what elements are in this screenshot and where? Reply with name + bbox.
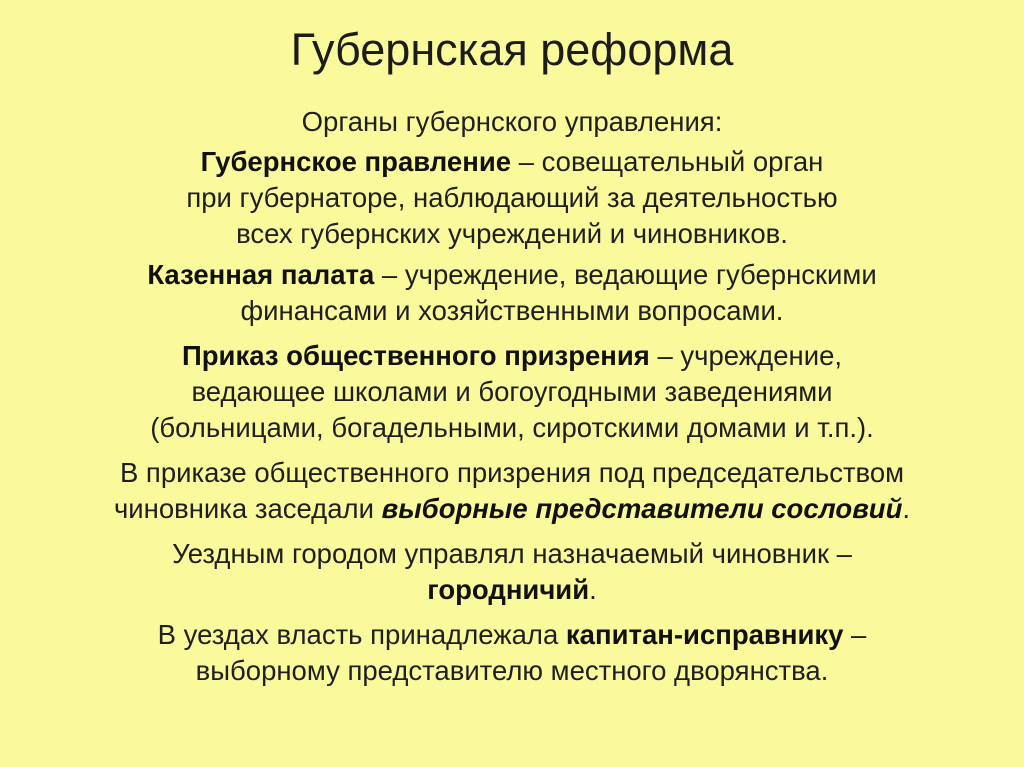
term-vybornye-predstaviteli: выборные представители сословий xyxy=(381,493,903,524)
paragraph-gubernskoe-pravlenie xyxy=(12,144,1012,252)
definition-text: – совещательный орган xyxy=(511,146,824,177)
paragraph-text: В уездах власть принадлежала xyxy=(157,619,566,650)
paragraph-line xyxy=(12,144,1012,180)
intro-paragraph xyxy=(12,104,1012,140)
term-gubernskoe-pravlenie: Губернское правление xyxy=(200,146,512,177)
paragraph-line: финансами и хозяйственными вопросами. xyxy=(240,295,784,326)
paragraph-kapitan-ispravnik xyxy=(12,617,1012,689)
term-prikaz: Приказ общественного призрения xyxy=(181,340,650,371)
term-kazennaya-palata: Казенная палата xyxy=(147,259,375,290)
term-gorodnichiy: городничий xyxy=(427,574,590,605)
definition-text: – учреждение, ведающие губернскими xyxy=(374,259,877,290)
paragraph-line xyxy=(12,572,1012,608)
paragraph-line xyxy=(12,491,1012,527)
punctuation: . xyxy=(589,574,597,605)
paragraph-kazennaya-palata xyxy=(12,257,1012,329)
paragraph-line: всех губернских учреждений и чиновников. xyxy=(236,218,788,249)
slide-title: Губернская реформа xyxy=(290,24,734,75)
punctuation: . xyxy=(902,493,911,524)
paragraph-text: чиновника заседали xyxy=(113,493,382,524)
paragraph-line: В приказе общественного призрения под председательством xyxy=(119,457,905,488)
intro-text: Органы губернского управления: xyxy=(301,106,723,137)
paragraph-gorodnichiy xyxy=(12,536,1012,608)
paragraph-line xyxy=(12,617,1012,653)
paragraph-text: – xyxy=(843,619,867,650)
paragraph-line xyxy=(12,338,1012,374)
paragraph-line: Уездным городом управлял назначаемый чиновник – xyxy=(172,538,852,569)
paragraph-line: (больницами, богадельными, сиротскими домами и т.п.). xyxy=(150,412,874,443)
term-kapitan-ispravnik: капитан-исправнику xyxy=(565,619,844,650)
slide-body xyxy=(12,104,1012,698)
definition-text: – учреждение, xyxy=(649,340,843,371)
paragraph-prikaz xyxy=(12,338,1012,446)
paragraph-vybornye xyxy=(12,455,1012,527)
paragraph-line: ведающее школами и богоугодными заведениями xyxy=(191,376,833,407)
paragraph-line: выборному представителю местного дворянства. xyxy=(195,655,829,686)
paragraph-line: при губернаторе, наблюдающий за деятельностью xyxy=(186,182,838,213)
paragraph-line xyxy=(12,257,1012,293)
